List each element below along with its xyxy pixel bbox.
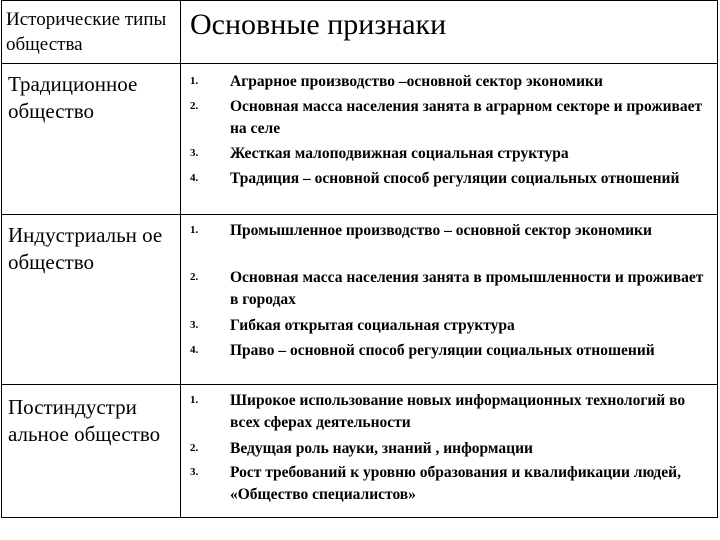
item-text: Промышленное производство – основной сектор экономики: [230, 222, 652, 239]
item-number: 3.: [190, 466, 199, 478]
item-text: Рост требований к уровню образования и квалификации людей, «Общество специалистов»: [230, 464, 681, 503]
item-text: Право – основной способ регуляции социальных отношений: [230, 342, 655, 359]
item-text: Аграрное производство –основной сектор экономики: [230, 73, 603, 90]
item-text: Широкое использование новых информационных технологий во всех сферах деятельности: [230, 392, 686, 431]
header-right: Основные признаки: [190, 8, 447, 41]
item-number: 2.: [190, 100, 199, 112]
item-number: 3.: [190, 319, 199, 331]
item-text: Основная масса населения занята в аграрном секторе и проживает на селе: [230, 98, 703, 137]
society-type-industrial: Индустриальн ое общество: [8, 223, 163, 274]
item-number: 2.: [190, 442, 199, 454]
header-left: Исторические типы общества: [6, 9, 167, 55]
society-type-traditional: Традиционное общество: [8, 72, 138, 123]
item-number: 1.: [190, 394, 199, 406]
item-text: Основная масса населения занята в промышленности и проживает в городах: [230, 269, 704, 308]
item-text: Традиция – основной способ регуляции социальных отношений: [230, 170, 680, 187]
item-text: Гибкая открытая социальная структура: [230, 317, 515, 334]
row-divider: [2, 63, 717, 64]
column-divider: [180, 1, 181, 517]
item-number: 3.: [190, 147, 199, 159]
item-text: Ведущая роль науки, знаний , информации: [230, 440, 533, 457]
society-type-postindustrial: Постиндустри альное общество: [8, 395, 161, 446]
item-number: 2.: [190, 271, 199, 283]
item-number: 4.: [190, 344, 199, 356]
row-divider: [2, 214, 717, 215]
item-number: 1.: [190, 224, 199, 236]
row-divider: [2, 384, 717, 385]
society-types-table: [1, 0, 718, 518]
item-number: 1.: [190, 75, 199, 87]
item-text: Жесткая малоподвижная социальная структура: [230, 145, 569, 162]
item-number: 4.: [190, 172, 199, 184]
